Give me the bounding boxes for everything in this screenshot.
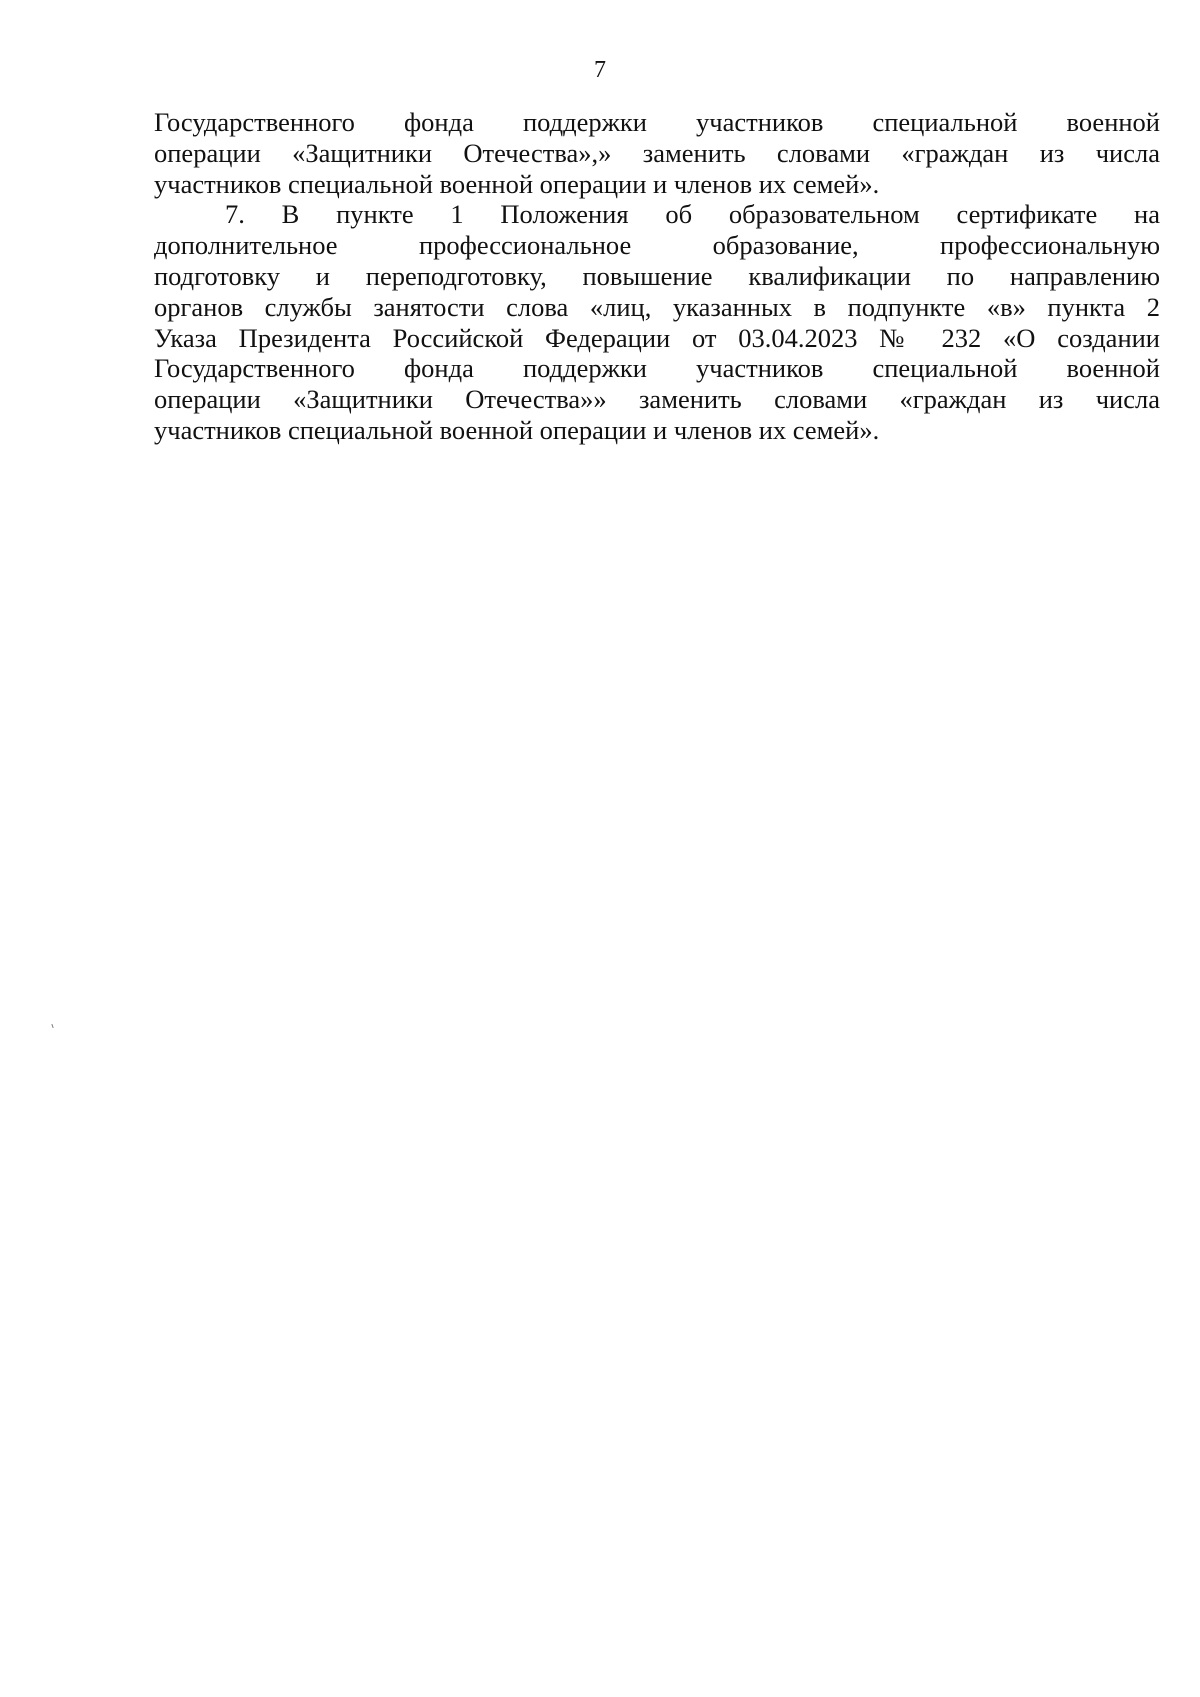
text-line: Государственного фонда поддержки участников специальной военной — [154, 353, 1160, 384]
text-line: органов службы занятости слова «лиц, указанных в подпункте «в» пункта 2 — [154, 291, 1160, 322]
text-line: 7. В пункте 1 Положения об образовательном сертификате на — [225, 199, 1160, 230]
text-line: участников специальной военной операции и членов их семей». — [154, 414, 880, 445]
text-line: Указа Президента Российской Федерации от 03.04.2023 № 232 «О создании — [154, 322, 1160, 353]
document-body — [154, 107, 1160, 446]
scan-speck — [51, 1024, 53, 1028]
text-line: участников специальной военной операции и членов их семей». — [154, 168, 880, 199]
text-line: операции «Защитники Отечества»» заменить словами «граждан из числа — [154, 384, 1160, 415]
paragraph-continuation — [154, 107, 1160, 199]
page-number: 7 — [594, 57, 606, 83]
text-line: Государственного фонда поддержки участников специальной военной — [154, 107, 1160, 137]
text-line: операции «Защитники Отечества»,» заменить словами «граждан из числа — [154, 137, 1160, 168]
text-line: подготовку и переподготовку, повышение квалификации по направлению — [154, 260, 1160, 291]
text-line: дополнительное профессиональное образование, профессиональную — [154, 230, 1160, 261]
paragraph-item-7 — [154, 199, 1160, 445]
